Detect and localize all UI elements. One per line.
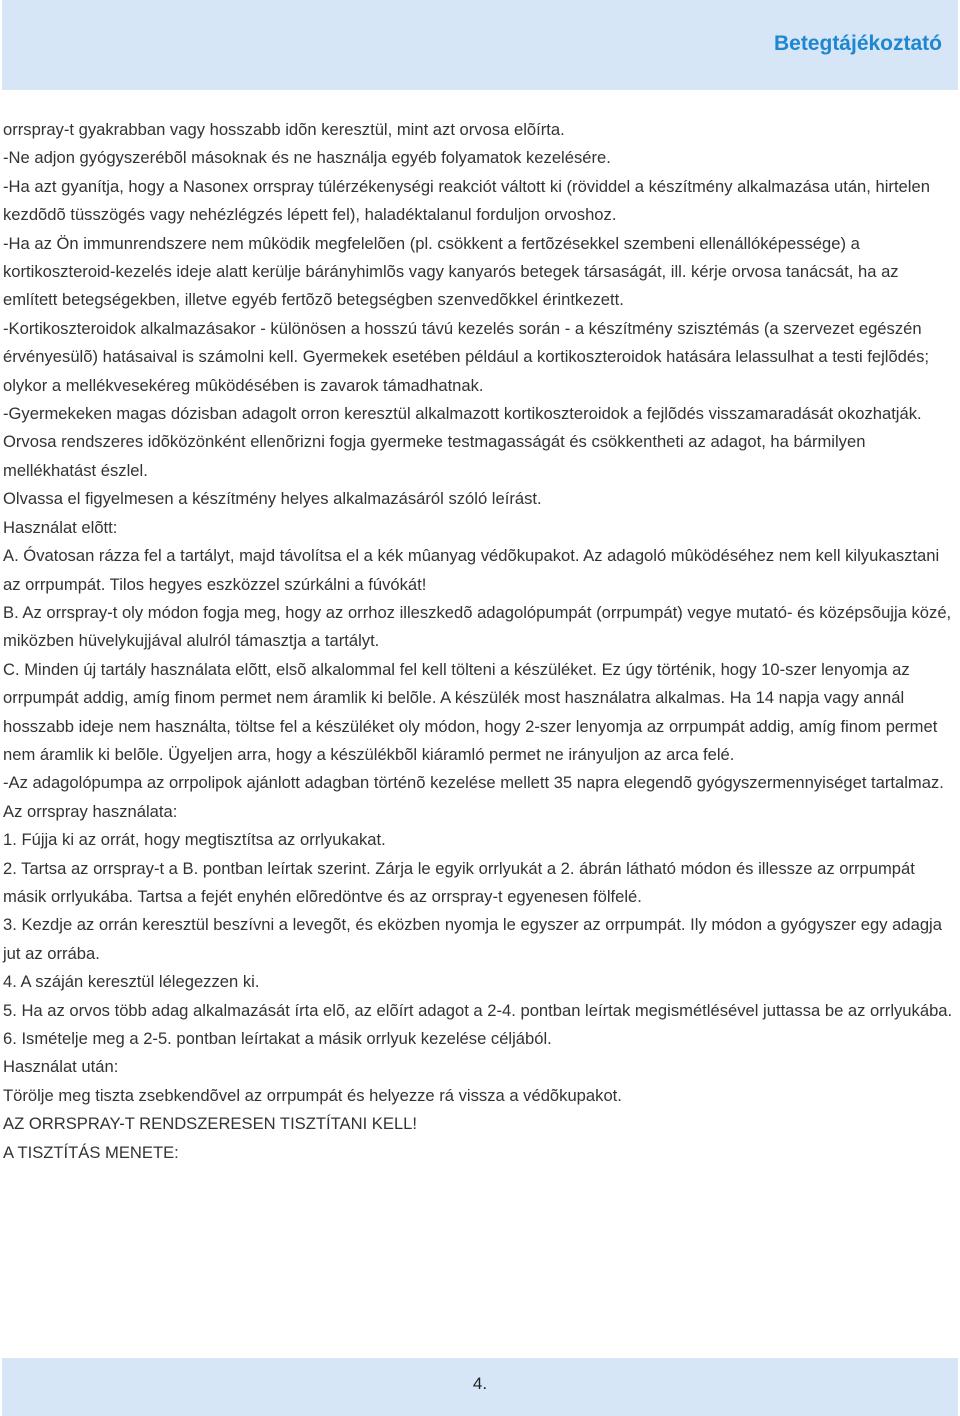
paragraph: -Ha az Ön immunrendszere nem mûködik megfelelõen (pl. csökkent a fertõzésekkel szembeni ellenállóképessége) a kortikoszteroid-kezelés ideje alatt kerülje bárányhimlõs vagy kanyarós betegek társaságát, ill. kérje orvosa tanácsát, ha az említett betegségekben, illetve egyéb fertõzõ betegségben szenvedõkkel érintkezett. [3, 233, 899, 310]
section-heading: Használat elõtt: [3, 517, 118, 537]
paragraph: AZ ORRSPRAY-T RENDSZERESEN TISZTÍTANI KELL! [3, 1114, 418, 1134]
list-item: 4. A száján keresztül lélegezzen ki. [3, 972, 260, 992]
list-item: 2. Tartsa az orrspray-t a B. pontban leírtak szerint. Zárja le egyik orrlyukát a 2. ábrán látható módon és illessze az orrpumpát másik orrlyukába. Tartsa a fejét enyhén elõredöntve és az orrspray-t egyenesen fölfelé. [3, 858, 915, 906]
list-item: 6. Ismételje meg a 2-5. pontban leírtakat a másik orrlyuk kezelése céljából. [3, 1029, 552, 1048]
paragraph: C. Minden új tartály használata elõtt, elsõ alkalommal fel kell tölteni a készüléket. Ez úgy történik, hogy 10-szer lenyomja az orrpumpát addig, amíg finom permet nem áramlik ki belõle. A készülék most használatra alkalmas. Ha 14 napja vagy annál hosszabb ideje nem használta, töltse fel a készüléket oly módon, hogy 2-szer lenyomja az orrpumpát addig, amíg finom permet nem áramlik ki belõle. Ügyeljen arra, hogy a készülékbõl kiáramló permet ne irányuljon az arca felé. [3, 659, 938, 764]
paragraph: -Az adagolópumpa az orrpolipok ajánlott adagban történõ kezelése mellett 35 napra elegendõ gyógyszermennyiséget tartalmaz. [3, 773, 944, 793]
paragraph: orrspray-t gyakrabban vagy hosszabb idõn keresztül, mint azt orvosa elõírta. [3, 120, 565, 139]
page-header [2, 0, 958, 90]
paragraph: A. Óvatosan rázza fel a tartályt, majd távolítsa el a kék mûanyag védõkupakot. Az adagoló mûködéséhez nem kell kilyukasztani az orrpumpát. Tilos hegyes eszközzel szúrkálni a fúvókát! [3, 546, 940, 594]
document-title: Betegtájékoztató [773, 32, 942, 55]
section-heading: A TISZTÍTÁS MENETE: [3, 1142, 179, 1162]
paragraph: -Kortikoszteroidok alkalmazásakor - különösen a hosszú távú kezelés során - a készítmény szisztémás (a szervezet egészén érvényesülõ) hatásaival is számolni kell. Gyermekek esetében például a kortikoszteroidok hatására lelassulhat a testi fejlõdés; olykor a mellékvesekéreg mûködésében is zavarok támadhatnak. [3, 318, 930, 395]
paragraph: -Gyermekeken magas dózisban adagolt orron keresztül alkalmazott kortikoszteroidok a fejlõdés visszamaradását okozhatják. Orvosa rendszeres idõközönként ellenõrizni fogja gyermeke testmagasságát és csökkentheti az adagot, ha bármilyen mellékhatást észlel. [3, 404, 922, 480]
paragraph: -Ne adjon gyógyszerébõl másoknak és ne használja egyéb folyamatok kezelésére. [3, 148, 611, 168]
list-item: 3. Kezdje az orrán keresztül beszívni a levegõt, és eközben nyomja le egyszer az orrpumpát. Ily módon a gyógyszer egy adagja jut az orrába. [3, 915, 942, 963]
section-heading: Használat után: [3, 1057, 119, 1077]
page-footer [2, 1358, 958, 1416]
list-item: 5. Ha az orvos több adag alkalmazását írta elõ, az elõírt adagot a 2-4. pontban leírtak megismétlésével juttassa be az orrlyukába. [3, 1000, 953, 1020]
list-item: 1. Fújja ki az orrát, hogy megtisztítsa az orrlyukakat. [3, 830, 386, 850]
paragraph: B. Az orrspray-t oly módon fogja meg, hogy az orrhoz illeszkedõ adagolópumpát (orrpumpát) vegye mutató- és középsõujja közé, miközben hüvelykujjával alulról támasztja a tartályt. [3, 602, 952, 651]
paragraph: Törölje meg tiszta zsebkendõvel az orrpumpát és helyezze rá vissza a védõkupakot. [3, 1085, 622, 1105]
document-body [3, 116, 957, 1167]
page-number: 4. [472, 1374, 488, 1393]
paragraph: Olvassa el figyelmesen a készítmény helyes alkalmazásáról szóló leírást. [3, 489, 542, 509]
section-heading: Az orrspray használata: [3, 801, 178, 821]
paragraph: -Ha azt gyanítja, hogy a Nasonex orrspray túlérzékenységi reakciót váltott ki (röviddel a készítmény alkalmazása után, hirtelen kezdõdõ tüsszögés vagy nehézlégzés lépett fel), haladéktalanul forduljon orvoshoz. [3, 176, 930, 225]
